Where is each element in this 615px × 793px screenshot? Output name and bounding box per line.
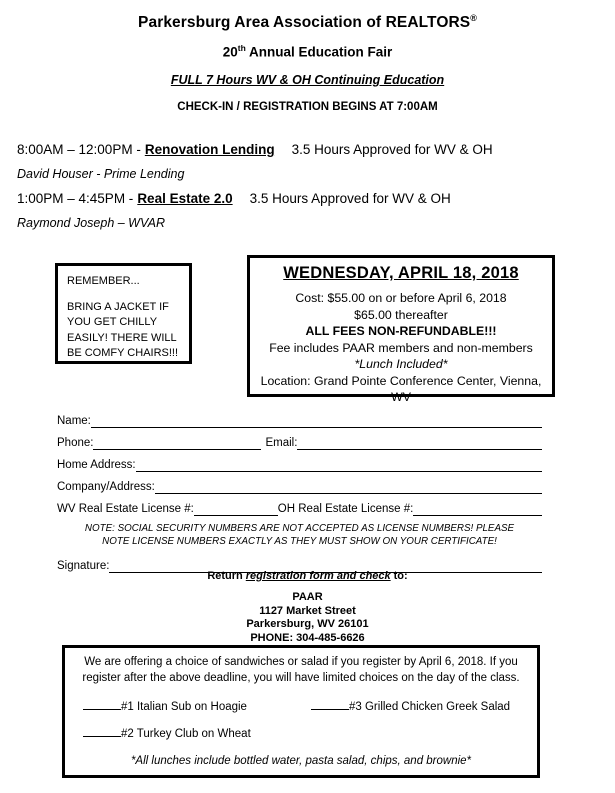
form-row-licenses xyxy=(57,494,542,516)
session-instructor: Raymond Joseph – WVAR xyxy=(17,216,165,230)
org-title-text: Parkersburg Area Association of REALTORS xyxy=(138,14,471,32)
ce-hours-tagline xyxy=(0,73,615,87)
cost-late: $65.00 thereafter xyxy=(354,307,448,322)
lunch-choice-box xyxy=(62,645,540,778)
header xyxy=(0,13,615,113)
form-row-company xyxy=(57,472,542,494)
wv-license-line xyxy=(194,503,278,516)
session-time: 8:00AM – 12:00PM - xyxy=(17,142,141,157)
session-course-name: Renovation Lending xyxy=(144,142,275,157)
lunch-footnote: *All lunches include bottled water, pasta salad, chips, and brownie* xyxy=(130,755,472,767)
event-details-box xyxy=(247,255,555,404)
signature-label: Signature: xyxy=(57,560,110,572)
phone-number: PHONE: 304-485-6626 xyxy=(250,631,365,644)
session-time: 1:00PM – 4:45PM - xyxy=(17,191,134,206)
event-number: 20 xyxy=(222,44,238,60)
oh-license-label: OH Real Estate License #: xyxy=(277,503,414,515)
mailing-address xyxy=(0,591,615,645)
event-subtitle-text: Annual Education Fair xyxy=(245,44,393,60)
form-row-name xyxy=(57,406,542,428)
email-line xyxy=(297,437,542,450)
lunch-choice-blank xyxy=(83,726,121,737)
form-row-home-address xyxy=(57,450,542,472)
lunch-option-2 xyxy=(83,726,311,740)
company-address-line xyxy=(155,481,542,494)
home-address-line xyxy=(136,459,542,472)
org-name: PAAR xyxy=(292,591,323,603)
reminder-heading: REMEMBER... xyxy=(67,275,140,287)
session-approved-hours: 3.5 Hours Approved for WV & OH xyxy=(249,191,451,206)
lunch-option-label: #2 Turkey Club on Wheat xyxy=(121,728,251,740)
name-line xyxy=(91,415,542,428)
fees-nonrefundable-note: ALL FEES NON-REFUNDABLE!!! xyxy=(305,324,497,338)
return-prefix: Return xyxy=(207,570,243,582)
name-label: Name: xyxy=(57,415,91,427)
home-address-label: Home Address: xyxy=(57,459,136,471)
event-number-ordinal: th xyxy=(237,43,246,54)
lunch-intro: We are offering a choice of sandwiches or salad if you register by April 6, 2018. If you register after the above deadline, you will have limited choices on the day of the class. xyxy=(82,656,520,684)
ce-hours-tagline-text: FULL 7 Hours WV & OH Continuing Education xyxy=(170,72,445,87)
lunch-option-label: #1 Italian Sub on Hoagie xyxy=(121,701,247,713)
lunch-option-1 xyxy=(83,699,311,713)
event-location: Location: Grand Pointe Conference Center, Vienna, WV xyxy=(260,373,542,404)
phone-label: Phone: xyxy=(57,437,94,449)
form-row-phone-email xyxy=(57,428,542,450)
org-title xyxy=(0,13,615,32)
session-row-morning xyxy=(17,141,597,158)
license-number-note: NOTE: SOCIAL SECURITY NUMBERS ARE NOT ACCEPTED AS LICENSE NUMBERS! PLEASE NOTE LICENSE NUMBERS EXACTLY AS THEY MUST SHOW ON YOUR CERTIFICATE! xyxy=(84,523,515,547)
lunch-option-label: #3 Grilled Chicken Greek Salad xyxy=(349,701,511,713)
event-subtitle xyxy=(0,43,615,60)
session-course-name: Real Estate 2.0 xyxy=(137,191,233,206)
lunch-options-row-2 xyxy=(77,726,525,740)
street-address: 1127 Market Street xyxy=(259,604,356,617)
company-address-label: Company/Address: xyxy=(57,481,155,493)
reminder-body: BRING A JACKET IF YOU GET CHILLY EASILY! THERE WILL BE COMFY CHAIRS!!! xyxy=(67,300,179,359)
oh-license-line xyxy=(413,503,542,516)
cost-early: Cost: $55.00 on or before April 6, 2018 xyxy=(295,291,507,305)
registration-form xyxy=(57,406,542,573)
event-details xyxy=(250,290,552,406)
session-instructor: David Houser - Prime Lending xyxy=(17,167,185,181)
city-state-zip: Parkersburg, WV 26101 xyxy=(246,618,369,630)
lunch-options-row-1 xyxy=(77,699,525,713)
return-emphasis: registration form and check xyxy=(245,570,391,582)
session-approved-hours: 3.5 Hours Approved for WV & OH xyxy=(291,142,493,157)
return-instruction-line xyxy=(0,570,615,582)
return-instructions xyxy=(0,570,615,645)
lunch-choice-blank xyxy=(83,699,121,710)
session-schedule xyxy=(17,141,597,231)
checkin-note: CHECK-IN / REGISTRATION BEGINS AT 7:00AM xyxy=(177,100,438,113)
registered-trademark-symbol: ® xyxy=(470,13,477,23)
event-date: WEDNESDAY, APRIL 18, 2018 xyxy=(283,264,519,282)
session-row-afternoon xyxy=(17,190,597,207)
wv-license-label: WV Real Estate License #: xyxy=(57,503,194,515)
fee-includes-note: Fee includes PAAR members and non-members xyxy=(269,340,533,355)
lunch-option-3 xyxy=(311,699,525,713)
phone-line xyxy=(93,437,261,450)
lunch-included-note: *Lunch Included* xyxy=(354,357,448,371)
email-label: Email: xyxy=(265,437,298,449)
reminder-box xyxy=(55,263,192,364)
return-suffix: to: xyxy=(393,570,408,582)
lunch-choice-blank xyxy=(311,699,349,710)
